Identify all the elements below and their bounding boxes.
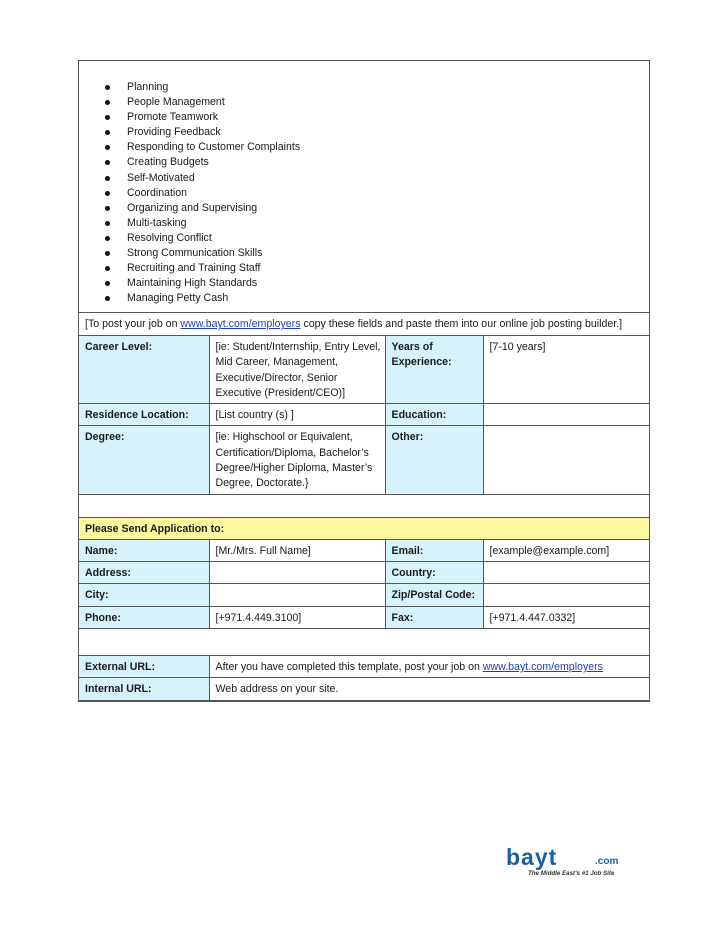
table-row	[79, 517, 649, 539]
skill-text: Planning	[127, 81, 169, 93]
city-label: City:	[79, 584, 209, 606]
career-level-field[interactable]: [ie: Student/Internship, Entry Level, Mid Career, Management, Executive/Director, Senior Executive (President/CEO)]	[209, 336, 385, 404]
bayt-logo	[506, 845, 646, 885]
address-field[interactable]	[209, 562, 385, 584]
phone-label: Phone:	[79, 606, 209, 628]
skill-text: Managing Petty Cash	[127, 292, 229, 305]
application-header: Please Send Application to:	[79, 517, 649, 539]
residence-location-field[interactable]: [List country (s) ]	[209, 404, 385, 426]
list-item	[127, 155, 649, 170]
job-details-table	[79, 336, 649, 701]
bullet-icon	[105, 251, 110, 256]
posting-note-suffix: copy these fields and paste them into our online job posting builder.]	[300, 318, 623, 331]
bayt-tagline: The Middle East's #1 Job Site	[528, 870, 615, 877]
list-item	[127, 186, 649, 201]
address-label: Address:	[79, 562, 209, 584]
table-row	[79, 539, 649, 561]
other-field[interactable]	[483, 426, 649, 494]
city-field[interactable]	[209, 584, 385, 606]
bullet-icon	[105, 281, 110, 286]
list-item	[127, 110, 649, 125]
list-item	[127, 125, 649, 140]
list-item	[127, 95, 649, 110]
education-label: Education:	[385, 404, 483, 426]
bullet-icon	[105, 85, 110, 90]
list-item	[127, 291, 649, 306]
skill-text: Coordination	[127, 186, 188, 199]
skill-text: Self-Motivated	[127, 171, 195, 184]
bullet-icon	[105, 115, 110, 120]
degree-field[interactable]: [ie: Highschool or Equivalent, Certification/Diploma, Bachelor’s Degree/Higher Diploma, Master’s Degree, Doctorate.}	[209, 426, 385, 494]
residence-location-label: Residence Location:	[79, 404, 209, 426]
zip-code-label: Zip/Postal Code:	[385, 584, 483, 606]
bullet-icon	[105, 100, 110, 105]
external-url-field[interactable]	[209, 656, 649, 678]
external-url-label: External URL:	[79, 656, 209, 678]
bullet-icon	[105, 160, 110, 165]
name-field[interactable]: [Mr./Mrs. Full Name]	[209, 539, 385, 561]
skill-text: Responding to Customer Complaints	[127, 141, 301, 154]
table-row	[79, 584, 649, 606]
skills-list-section	[79, 61, 649, 313]
table-row	[79, 404, 649, 426]
list-item	[127, 261, 649, 276]
years-experience-field[interactable]: [7-10 years]	[483, 336, 649, 404]
spacer-cell	[79, 494, 649, 517]
bullet-icon	[105, 266, 110, 271]
skills-list	[79, 80, 649, 306]
bullet-icon	[105, 206, 110, 211]
bullet-icon	[105, 176, 110, 181]
name-label: Name:	[79, 539, 209, 561]
list-item	[127, 246, 649, 261]
email-label: Email:	[385, 539, 483, 561]
skill-text: Maintaining High Standards	[127, 277, 258, 290]
skill-text: Creating Budgets	[127, 156, 209, 169]
email-field[interactable]: [example@example.com]	[483, 539, 649, 561]
posting-note	[79, 313, 649, 336]
skill-text: Strong Communication Skills	[127, 247, 263, 260]
bayt-wordmark: bayt	[506, 845, 558, 870]
list-item	[127, 276, 649, 291]
skill-text: Resolving Conflict	[127, 231, 212, 244]
career-level-label: Career Level:	[79, 336, 209, 404]
table-row	[79, 336, 649, 404]
table-row	[79, 562, 649, 584]
spacer-cell	[79, 629, 649, 656]
posting-note-prefix: [To post your job on	[85, 318, 181, 331]
bayt-suffix: .com	[595, 856, 619, 867]
fax-field[interactable]: [+971.4.447.0332]	[483, 606, 649, 628]
table-row	[79, 678, 649, 700]
skill-text: Providing Feedback	[127, 126, 221, 139]
list-item	[127, 80, 649, 95]
spacer-row	[79, 494, 649, 517]
bullet-icon	[105, 221, 110, 226]
table-row	[79, 426, 649, 494]
list-item	[127, 140, 649, 155]
internal-url-field[interactable]: Web address on your site.	[209, 678, 649, 700]
country-field[interactable]	[483, 562, 649, 584]
bayt-logo-graphic	[506, 845, 646, 885]
other-label: Other:	[385, 426, 483, 494]
external-url-text: After you have completed this template, post your job on	[215, 661, 483, 674]
bullet-icon	[105, 236, 110, 241]
list-item	[127, 171, 649, 186]
country-label: Country:	[385, 562, 483, 584]
bullet-icon	[105, 191, 110, 196]
skill-text: Multi-tasking	[127, 216, 187, 229]
skill-text: Organizing and Supervising	[127, 201, 258, 214]
bullet-icon	[105, 130, 110, 135]
skill-text: People Management	[127, 96, 225, 109]
table-row	[79, 606, 649, 628]
internal-url-label: Internal URL:	[79, 678, 209, 700]
list-item	[127, 201, 649, 216]
job-template-page	[78, 60, 650, 702]
skill-text: Promote Teamwork	[127, 111, 219, 124]
skill-text: Recruiting and Training Staff	[127, 262, 261, 275]
zip-code-field[interactable]	[483, 584, 649, 606]
education-field[interactable]	[483, 404, 649, 426]
years-experience-label: Years of Experience:	[385, 336, 483, 404]
bullet-icon	[105, 145, 110, 150]
spacer-row	[79, 629, 649, 656]
bullet-icon	[105, 296, 110, 301]
phone-field[interactable]: [+971.4.449.3100]	[209, 606, 385, 628]
table-row	[79, 656, 649, 678]
list-item	[127, 231, 649, 246]
degree-label: Degree:	[79, 426, 209, 494]
posting-note-link[interactable]: www.bayt.com/employers	[180, 318, 301, 331]
fax-label: Fax:	[385, 606, 483, 628]
list-item	[127, 216, 649, 231]
job-template-frame	[78, 60, 650, 702]
external-url-link[interactable]: www.bayt.com/employers	[482, 661, 603, 674]
